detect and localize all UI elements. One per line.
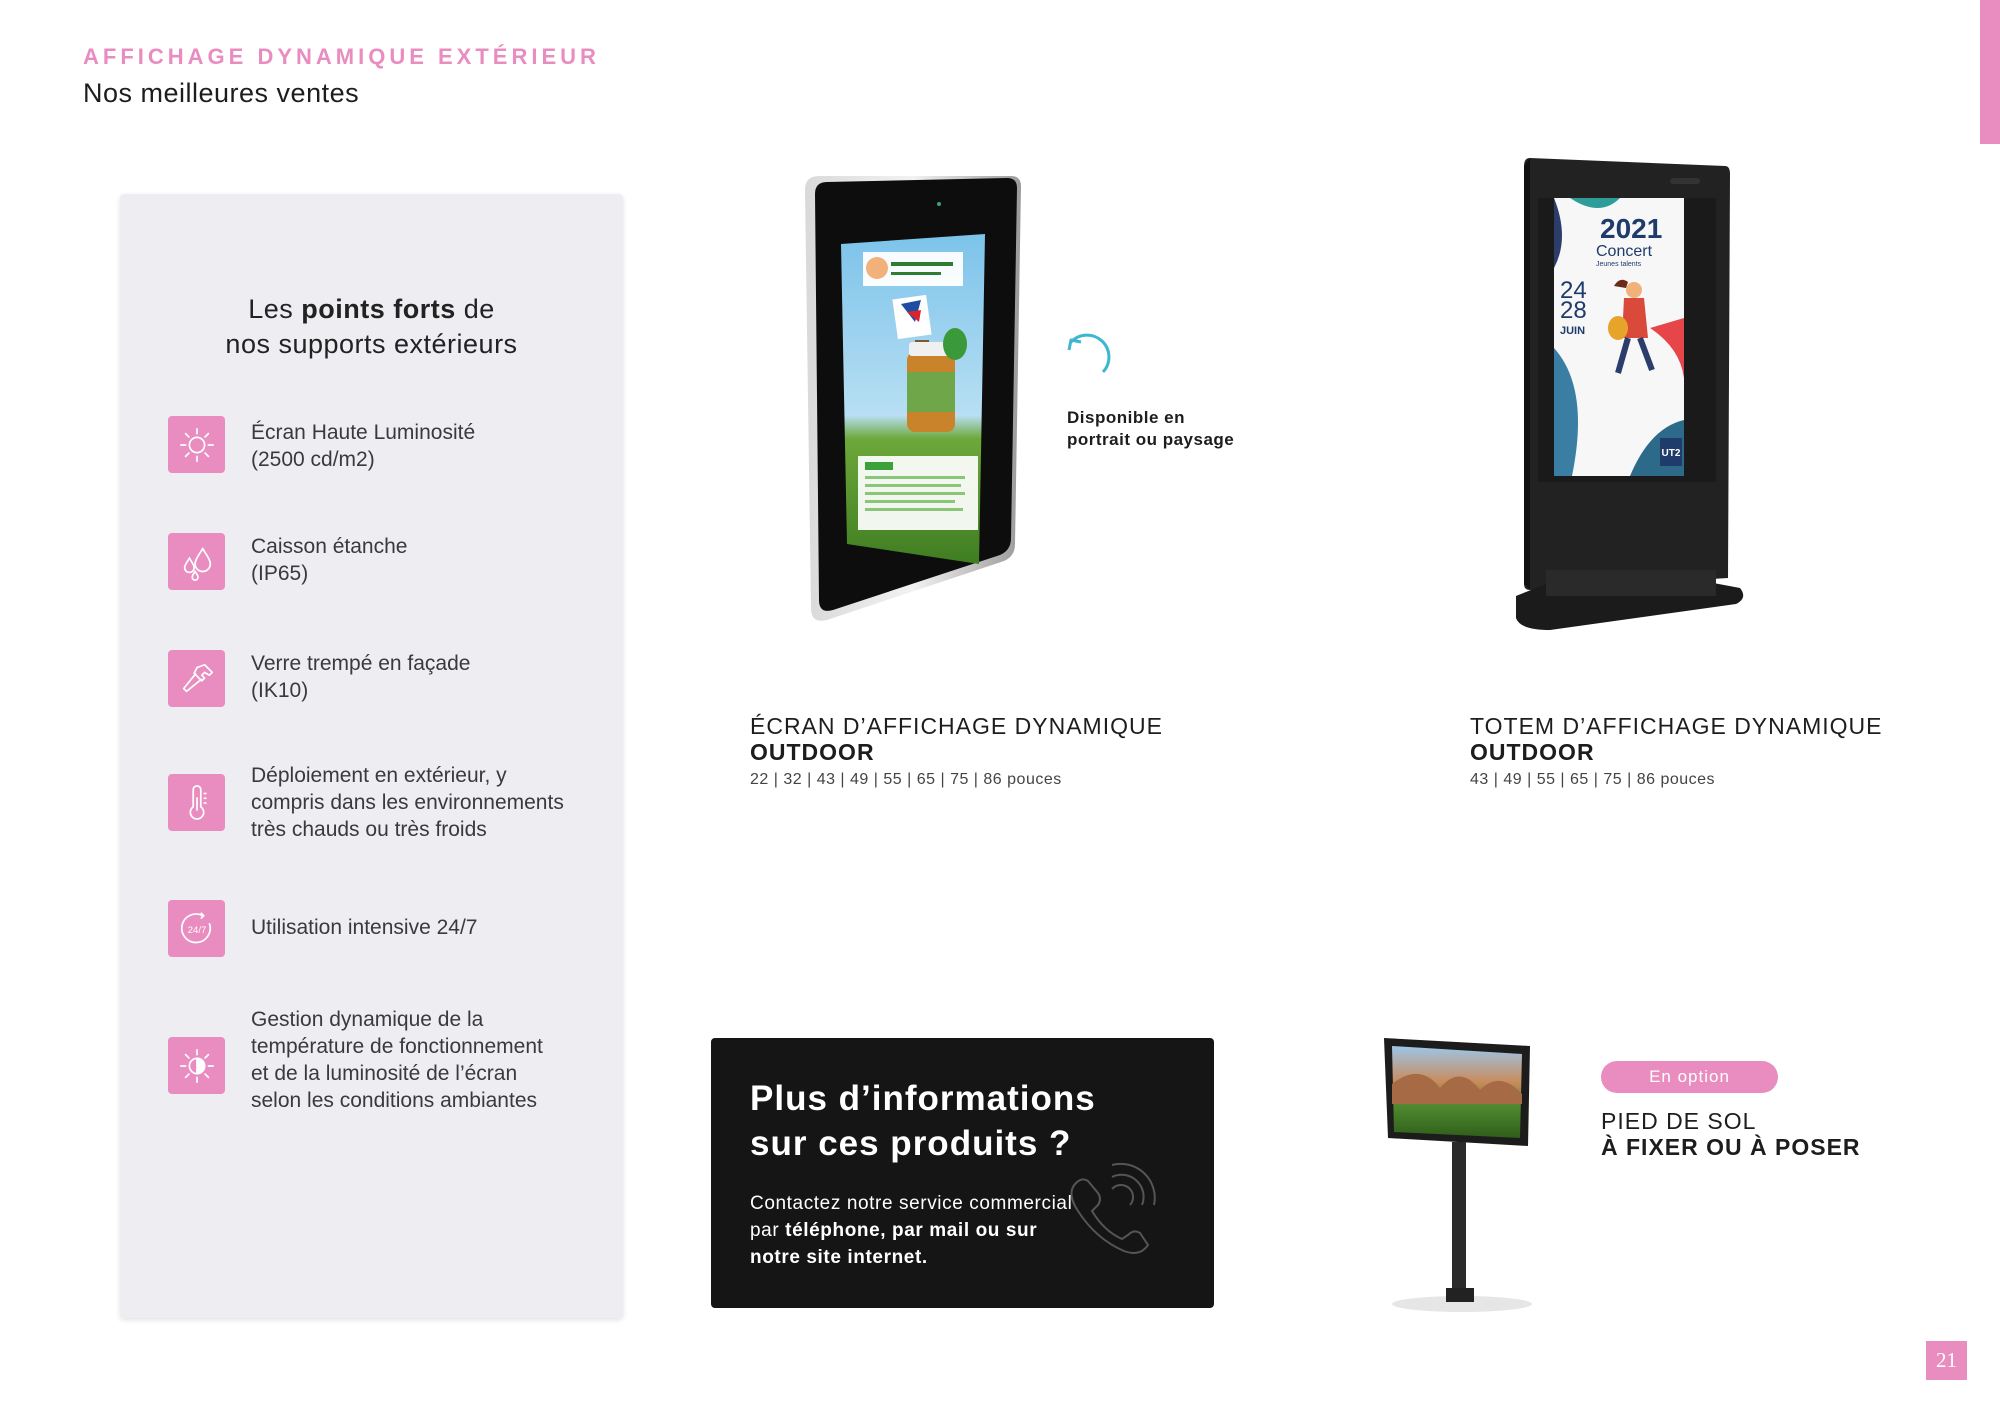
feature-dynamic-management <box>168 1008 608 1147</box>
orientation-note <box>1067 328 1235 451</box>
floor-stand-image <box>1380 1034 1540 1314</box>
panel-title: Les points forts de nos supports extérieurs <box>225 294 518 359</box>
page-edge-tab <box>1980 0 2000 144</box>
totem-poster-event: Concert <box>1596 243 1653 260</box>
feature-text: Verre trempé en façade (IK10) <box>251 652 471 702</box>
product-sizes: 43 | 49 | 55 | 65 | 75 | 86 pouces <box>1470 771 1716 788</box>
contact-heading: Plus d’informations sur ces produits ? <box>750 1079 1096 1163</box>
feature-text: Écran Haute Luminosité (2500 cd/m2) <box>251 421 476 471</box>
sun-icon <box>168 416 225 473</box>
totem-poster-sub: Jeunes talents <box>1596 261 1642 268</box>
totem-poster-logo: UT2 <box>1661 448 1681 459</box>
thermometer-icon <box>168 774 225 831</box>
contact-box <box>711 1038 1214 1308</box>
product-sizes: 22 | 32 | 43 | 49 | 55 | 65 | 75 | 86 pouces <box>750 771 1062 788</box>
feature-text: Gestion dynamique de la température de fonctionnement et de la luminosité de l’écran selon les conditions ambiantes <box>251 1008 543 1112</box>
feature-text: Déploiement en extérieur, y compris dans les environnements très chauds ou très froids <box>251 764 564 841</box>
water-drops-icon <box>168 533 225 590</box>
section-kicker: AFFICHAGE DYNAMIQUE EXTÉRIEUR <box>83 44 600 69</box>
feature-intensive-use <box>168 900 608 960</box>
features-panel <box>120 194 623 1318</box>
totem-poster-day1: 24 <box>1560 277 1587 304</box>
product-outdoor-screen <box>750 713 1163 789</box>
feature-brightness <box>168 416 608 476</box>
outdoor-totem-image <box>1510 158 1745 636</box>
hammer-icon <box>168 650 225 707</box>
totem-poster-month: JUIN <box>1560 325 1586 337</box>
feature-outdoor-deployment <box>168 764 608 859</box>
feature-tempered-glass <box>168 650 608 710</box>
floor-stand-title: PIED DE SOL À FIXER OU À POSER <box>1601 1108 1861 1160</box>
option-badge: En option <box>1601 1061 1778 1093</box>
feature-text: Caisson étanche (IP65) <box>251 535 408 585</box>
feature-text: Utilisation intensive 24/7 <box>251 916 478 939</box>
totem-poster-day2: 28 <box>1560 297 1587 324</box>
24-7-icon <box>168 900 225 957</box>
page-number: 21 <box>1926 1341 1967 1380</box>
page-subtitle: Nos meilleures ventes <box>83 78 360 108</box>
product-outdoor-totem <box>1470 713 1883 789</box>
svg-text:24/7: 24/7 <box>187 924 206 936</box>
rotate-arrow-icon <box>1067 328 1115 380</box>
product-title: ÉCRAN D’AFFICHAGE DYNAMIQUE OUTDOOR <box>750 713 1163 765</box>
product-title: TOTEM D’AFFICHAGE DYNAMIQUE OUTDOOR <box>1470 713 1883 765</box>
outdoor-screen-image <box>803 172 1023 622</box>
contrast-brightness-icon <box>168 1037 225 1094</box>
totem-poster-year: 2021 <box>1600 213 1663 244</box>
feature-waterproof <box>168 533 608 593</box>
contact-body: Contactez notre service commercial par téléphone, par mail ou sur notre site internet. <box>750 1193 1073 1268</box>
orientation-text: Disponible en portrait ou paysage <box>1067 408 1235 449</box>
